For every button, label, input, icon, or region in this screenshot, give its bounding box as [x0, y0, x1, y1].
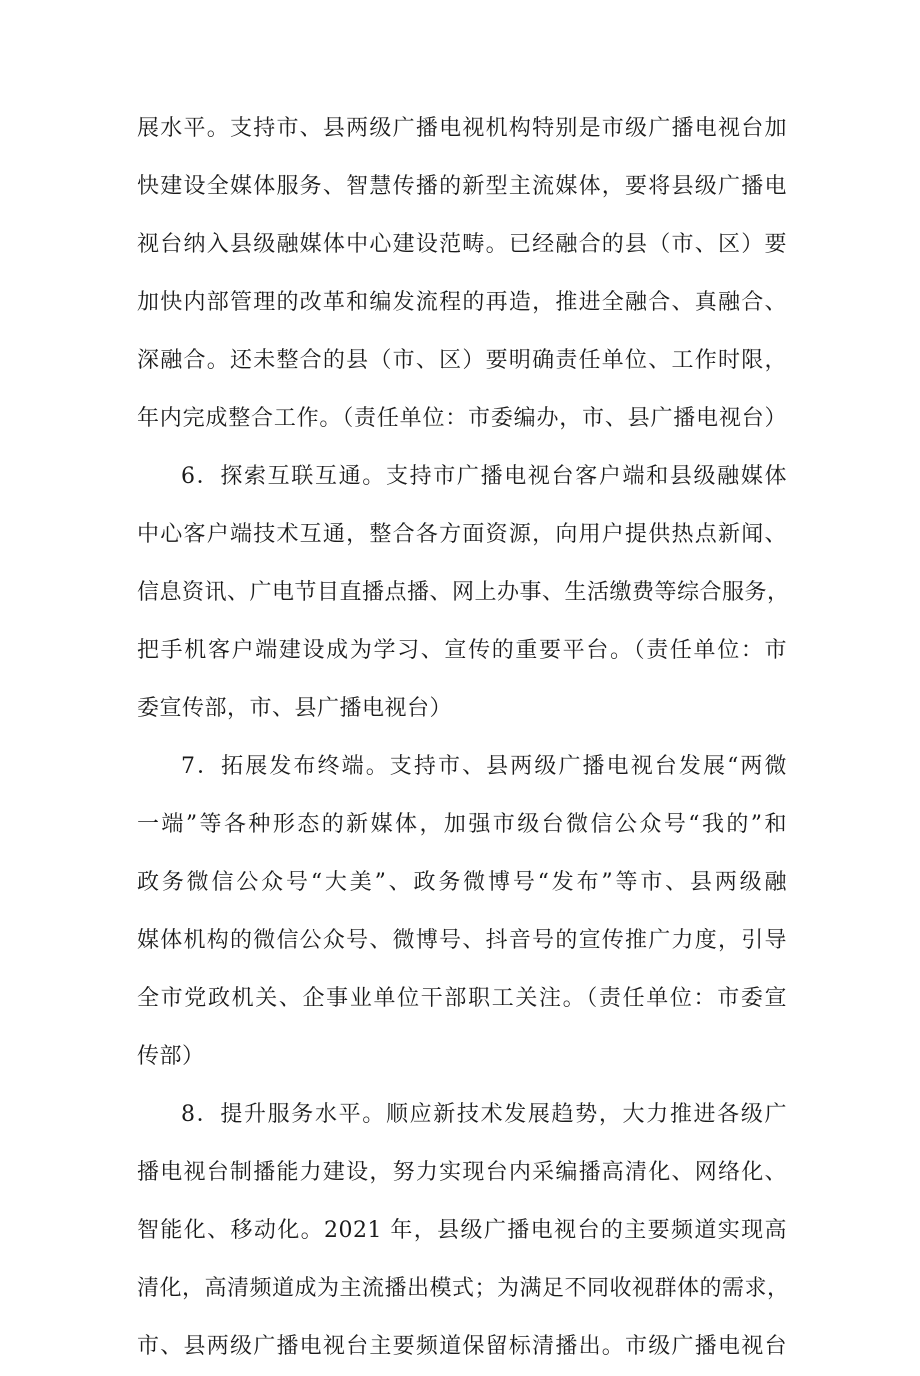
- paragraph-8-first-line: 8．提升服务水平。顺应新技术发展趋势，大力推进各级广: [181, 1102, 787, 1127]
- text-line: 传部）: [137, 1044, 205, 1069]
- text-line: 政务微信公众号“大美”、政务微博号“发布”等市、县两级融: [137, 870, 787, 895]
- text-line: 播电视台制播能力建设，努力实现台内采编播高清化、网络化、: [137, 1160, 787, 1185]
- text-line: 委宣传部，市、县广播电视台）: [137, 696, 453, 721]
- text-line: 把手机客户端建设成为学习、宣传的重要平台。（责任单位：市: [137, 638, 787, 663]
- text-line: 加快内部管理的改革和编发流程的再造，推进全融合、真融合、: [137, 290, 787, 315]
- text-line: 媒体机构的微信公众号、微博号、抖音号的宣传推广力度，引导: [137, 928, 787, 953]
- text-line: 快建设全媒体服务、智慧传播的新型主流媒体，要将县级广播电: [137, 174, 787, 199]
- text-line: 清化，高清频道成为主流播出模式；为满足不同收视群体的需求，: [137, 1276, 790, 1301]
- text-line: 信息资讯、广电节目直播点播、网上办事、生活缴费等综合服务，: [137, 580, 790, 605]
- text-line: 展水平。支持市、县两级广播电视机构特别是市级广播电视台加: [137, 116, 787, 141]
- text-line: 一端”等各种形态的新媒体，加强市级台微信公众号“我的”和: [137, 812, 787, 837]
- paragraph-7-first-line: 7．拓展发布终端。支持市、县两级广播电视台发展“两微: [181, 754, 787, 779]
- paragraph-6-first-line: 6．探索互联互通。支持市广播电视台客户端和县级融媒体: [181, 464, 787, 489]
- text-line: 市、县两级广播电视台主要频道保留标清播出。市级广播电视台: [137, 1334, 787, 1359]
- text-line: 智能化、移动化。2021 年，县级广播电视台的主要频道实现高: [137, 1218, 787, 1243]
- text-line: 全市党政机关、企事业单位干部职工关注。（责任单位：市委宣: [137, 986, 787, 1011]
- text-line: 年内完成整合工作。（责任单位：市委编办，市、县广播电视台）: [137, 406, 787, 431]
- text-line: 视台纳入县级融媒体中心建设范畴。已经融合的县（市、区）要: [137, 232, 787, 257]
- body-text: [137, 100, 790, 1376]
- text-line: 深融合。还未整合的县（市、区）要明确责任单位、工作时限，: [137, 348, 787, 373]
- text-line: 中心客户端技术互通，整合各方面资源，向用户提供热点新闻、: [137, 522, 787, 547]
